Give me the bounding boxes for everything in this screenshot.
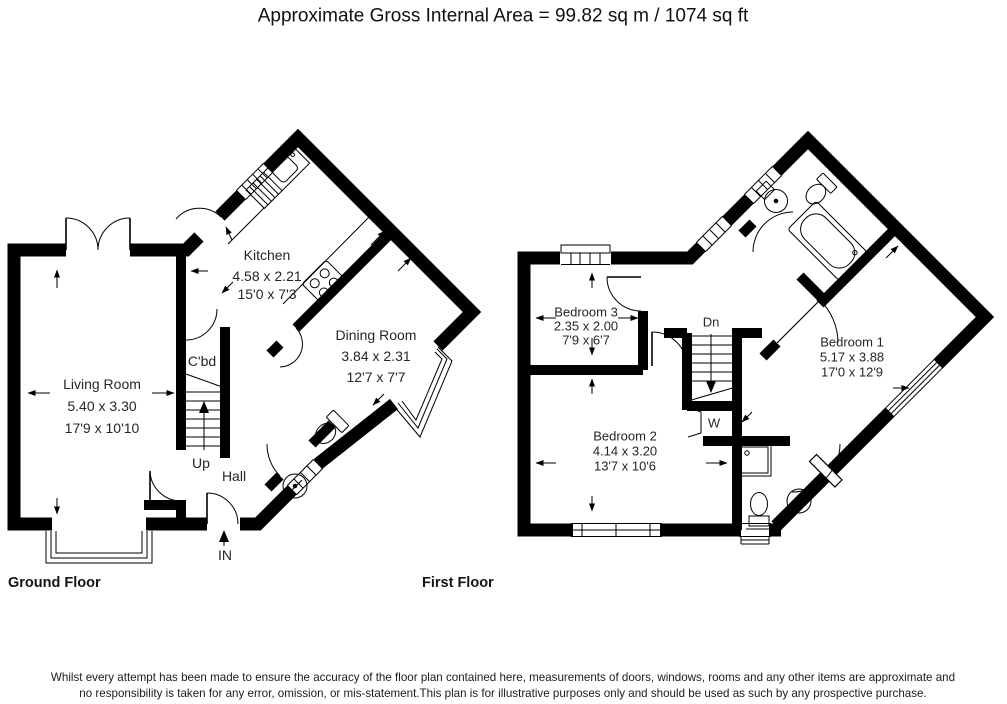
- disclaimer-line1: Whilst every attempt has been made to ensure the accuracy of the floor plan contained here, measurements of doors, windows, rooms and any other items are approximate and: [50, 671, 956, 685]
- dining-room-imperial: 12'7 x 7'7: [346, 369, 406, 385]
- ground-stairs: [186, 374, 225, 450]
- bedroom1-metric: 5.17 x 3.88: [819, 349, 885, 365]
- first-floor-label: First Floor: [422, 574, 494, 591]
- dining-room-name: Dining Room: [335, 327, 417, 343]
- stairs-down-label: Dn: [702, 314, 720, 330]
- wardrobe-label: W: [707, 415, 721, 431]
- bedroom2-imperial: 13'7 x 10'6: [593, 458, 657, 474]
- hall-label: Hall: [221, 468, 247, 484]
- kitchen-metric: 4.58 x 2.21: [232, 268, 302, 284]
- ensuite-fixtures: [738, 444, 811, 529]
- living-room-name: Living Room: [63, 376, 141, 392]
- bedroom3-name: Bedroom 3: [554, 304, 618, 320]
- bedroom1-name: Bedroom 1: [820, 334, 884, 350]
- cupboard-label: C'bd: [187, 353, 217, 369]
- living-room-metric: 5.40 x 3.30: [67, 398, 137, 414]
- disclaimer-line2: no responsibility is taken for any error, omission, or mis-statement.This plan is for illustrative purposes only and should be used as such by any prospective purchase.: [79, 687, 927, 701]
- living-room-imperial: 17'9 x 10'10: [64, 420, 140, 436]
- entrance-label: IN: [218, 547, 232, 563]
- bedroom3-imperial: 7'9 x 6'7: [562, 332, 610, 348]
- bedroom3-metric: 2.35 x 2.00: [553, 318, 619, 334]
- bedroom1-imperial: 17'0 x 12'9: [820, 364, 884, 380]
- first-stairs: [688, 334, 736, 401]
- ground-floor-label: Ground Floor: [8, 574, 101, 591]
- shower-icon: [738, 444, 771, 476]
- bedroom2-name: Bedroom 2: [593, 428, 657, 444]
- bedroom2-metric: 4.14 x 3.20: [592, 443, 658, 459]
- kitchen-imperial: 15'0 x 7'3: [237, 286, 297, 302]
- dining-room-metric: 3.84 x 2.31: [341, 348, 411, 364]
- page-title: Approximate Gross Internal Area = 99.82 sq m / 1074 sq ft: [257, 5, 749, 27]
- stairs-up-label: Up: [192, 455, 210, 471]
- kitchen-name: Kitchen: [243, 247, 291, 263]
